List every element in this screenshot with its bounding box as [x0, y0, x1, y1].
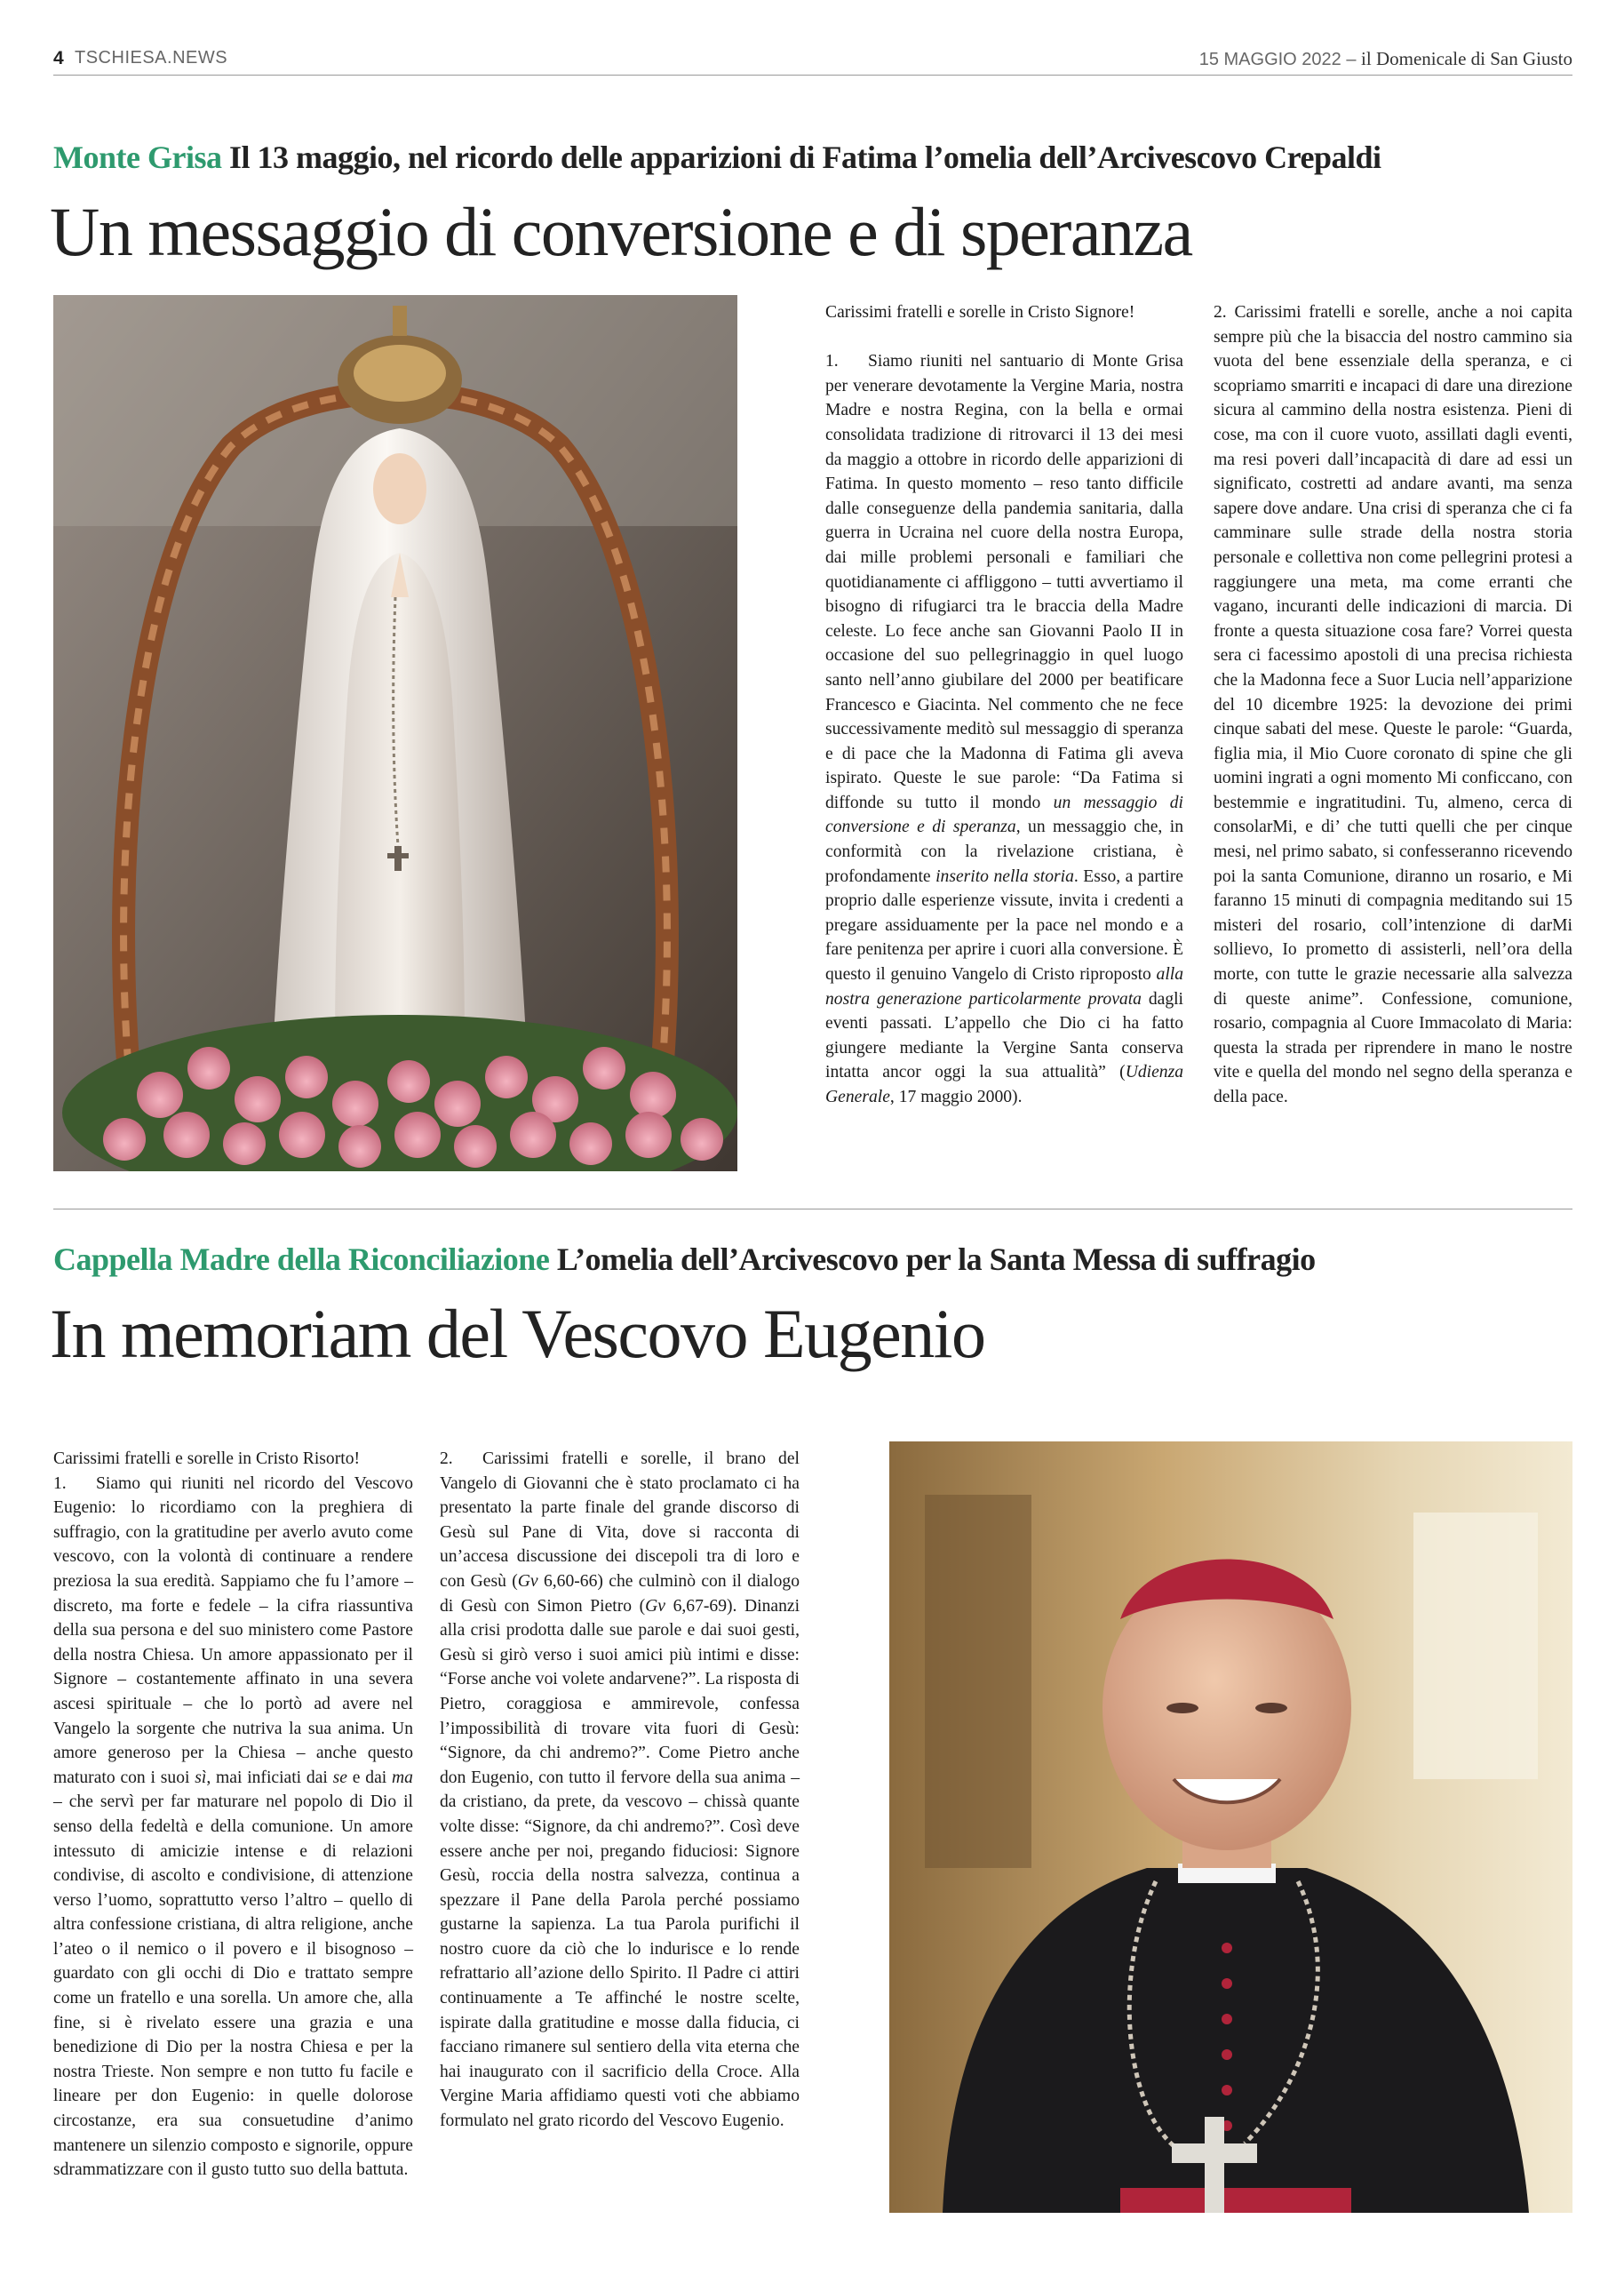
article2-paragraph-2	[440, 1447, 800, 2134]
issue-separator: –	[1341, 50, 1362, 69]
article2-p2-italic-2: Gv	[645, 1596, 666, 1616]
article2-p1-number: 1.	[53, 1473, 67, 1493]
page-header	[53, 48, 1572, 75]
issue-info	[1199, 48, 1572, 70]
header-rule	[53, 75, 1572, 76]
article1-p1-number: 1.	[825, 352, 839, 371]
article1-greeting: Carissimi fratelli e sorelle in Cristo Signore!	[825, 303, 1135, 322]
article1-p1-italic-2: inserito nella storia	[935, 866, 1074, 886]
article2-column-2	[440, 1447, 800, 2134]
article1-p1-text-b: , un messaggio che, in conformità con la rivelazione cristiana, è profondamente	[825, 818, 1183, 886]
article2-p2-text-c: 6,67-69). Dinanzi alla crisi prodotta dalle sue parole e dai suoi gesti, Gesù si girò verso i suoi amici più intimi e disse: “Forse anche voi volete andarvene?”. La risposta di Pietro, coraggiosa e ammirevole, confessa l’impossibilità di trovare vita fuori di Gesù: “Signore, da chi andremo?”. Come Pietro anche don Eugenio, con tutto il fervore della sua anima – da cristiano, da prete, da vescovo – chissà quante volte disse: “Signore, da chi andremo?”. Così deve essere anche per noi, pregando fiduciosi: Signore Gesù, roccia della nostra salvezza, continua a spezzare il Pane della Parola perché possiamo gustarne la sapienza. La tua Parola purifichi il nostro cuore da ciò che lo indurisce e lo rende refrattario all’azione dello Spirito. Il Padre ci attiri continuamente a Te affinché le nostre scelte, ispirate dalla gratitudine e mosse dalla fiducia, ci facciano rimanere sul sentiero della vita eterna che hai inaugurato con il sacrificio della Croce. Alla Vergine Maria affidiamo questi voti che abbiamo formulato nel grato ricordo del Vescovo Eugenio.	[440, 1596, 800, 2131]
article1-paragraph-2: 2. Carissimi fratelli e sorelle, anche a noi capita sempre più che la bisaccia del nostro cammino sia vuota del bene essenziale della speranza, e ci scopriamo smarriti e incapaci di dare una direzione sicura al cammino della nostra esistenza. Pieni di cose, ma con il cuore vuoto, assillati dagli eventi, ma resi poveri dall’incapacità di dare ad essi un significato, costretti ad andare avanti, ma senza sapere dove andare. Una crisi di speranza che ci fa camminare sulle strade della nostra storia personale e collettiva non come pellegrini protesi a raggiungere una meta, ma come erranti che vagano, incuranti delle indicazioni di marcia. Di fronte a questa situazione cosa fare? Vorrei questa sera ci facessimo apostoli di una precisa richiesta che la Madonna fece a Suor Lucia nell’apparizione del 10 dicembre 1925: la devozione dei primi cinque sabati del mese. Queste le parole: “Guarda, figlia mia, il Mio Cuore coronato di spine che gli uomini ingrati a ogni momento Mi conficcano, con bestemmie e ingratitudini. Tu, almeno, cerca di consolarMi, e di’ che tutti quelli che per cinque mesi, nel primo sabato, si confesseranno ricevendo poi la santa Comunione, diranno un rosario, e Mi faranno 15 minuti di compagnia meditando sui 15 misteri del rosario, coll’intenzione di darMi sollievo, Io prometto di assisterli, nell’ora della morte, con tutte le grazie necessarie alla salvezza di queste anime”. Confessione, comunione, rosario, compagnia al Cuore Immacolato di Maria: questa la strada per riprendere in mano le nostre vite e quella del mondo nel segno della speranza e della pace.	[1214, 303, 1572, 1106]
article2-p1-italic-3: ma	[392, 1768, 413, 1787]
article1-column-1	[825, 300, 1183, 1110]
article1-p1-text-d: dagli eventi passati. L’appello che Dio ci ha fatto giungere mediante la Vergine Santa conserva intatta ancor oggi la sua attualità” (	[825, 989, 1184, 1082]
article1-p1-italic-1: un messaggio di conversione e di speranza	[825, 793, 1184, 837]
article2-p2-italic-1: Gv	[517, 1571, 538, 1591]
article1-kicker	[53, 139, 1381, 176]
site-name[interactable]: TSCHIESA.NEWS	[75, 48, 228, 68]
article2-kicker	[53, 1241, 1316, 1278]
newspaper-name: il Domenicale di San Giusto	[1361, 48, 1572, 69]
article2-greeting: Carissimi fratelli e sorelle in Cristo Risorto!	[53, 1449, 361, 1468]
article1-p1-text-c: . Esso, a partire proprio dalle esperienze vissute, invita i credenti a pregare assiduamente per la pace nel mondo e a fare penitenza per aprire i cuori alla conversione. È questo il genuino Vangelo di Cristo riproposto	[825, 866, 1183, 985]
article2-p2-text-a: Carissimi fratelli e sorelle, il brano del Vangelo di Giovanni che è stato proclamato ci ha presentato la parte finale del grande discorso di Gesù sul Pane di Vita, dove si racconta di un’accesa discussione dei discepoli tra di loro e con Gesù (	[440, 1449, 800, 1591]
article2-p1-italic-2: se	[332, 1768, 347, 1787]
article1-kicker-text: Il 13 maggio, nel ricordo delle apparizioni di Fatima l’omelia dell’Arcivescovo Crepaldi	[228, 140, 1381, 175]
article2-p2-number: 2.	[440, 1449, 453, 1468]
article2-headline: In memoriam del Vescovo Eugenio	[50, 1295, 985, 1372]
article1-paragraph-1	[825, 349, 1183, 1109]
article1-column-2	[1214, 300, 1572, 1110]
madonna-statue-image	[53, 295, 737, 1171]
bishop-eugenio-photo	[889, 1441, 1572, 2213]
article1-p1-text-a: Siamo riuniti nel santuario di Monte Grisa per venerare devotamente la Vergine Maria, nostra Madre e nostra Regina, con la bella e ormai consolidata tradizione di ritrovarci il 13 dei mesi da maggio a ottobre in ricordo delle apparizioni di Fatima. In questo momento – reso tanto difficile dalle conseguenze della pandemia sanitaria, dalla guerra in Ucraina nel cuore della nostra Europa, dai mille problemi personali e familiari che quotidianamente ci affliggono – tutti avvertiamo il bisogno di rifugiarci tra le braccia della Madre celeste. Lo fece anche san Giovanni Paolo II in occasione del suo pellegrinaggio in quel luogo santo nell’anno giubilare del 2000 per beatificare Francesco e Giacinta. Nel commento che ne fece successivamente meditò sul messaggio di speranza e di pace che la Madonna di Fatima gli aveva ispirato. Queste le sue parole: “Da Fatima si diffonde su tutto il mondo	[825, 352, 1183, 812]
article1-headline: Un messaggio di conversione e di speranza	[50, 193, 1192, 270]
article1-p1-italic-4: Udienza Generale	[825, 1063, 1183, 1106]
article2-p1-text-a: Siamo qui riuniti nel ricordo del Vescovo Eugenio: lo ricordiamo con la preghiera di suffragio, con la gratitudine per averlo avuto come vescovo, con la volontà di continuare a rendere preziosa la sua eredità. Sappiamo che fu l’amore – discreto, ma forte e fedele – la cifra riassuntiva della sua persona e del suo ministero come Pastore della nostra Chiesa. Un amore appassionato per il Signore – costantemente affinato in una severa ascesi spirituale – che lo portò ad avere nel Vangelo la sorgente che nutriva la sua anima. Un amore generoso per la Chiesa – anche questo maturato con i suoi	[53, 1473, 413, 1787]
article1-p1-text-e: , 17 maggio 2000).	[889, 1088, 1023, 1106]
article2-p1-text-c: e dai	[347, 1768, 393, 1787]
article2-kicker-text: L’omelia dell’Arcivescovo per la Santa Messa di suffragio	[556, 1241, 1316, 1277]
article2-section: Cappella Madre della Riconciliazione	[53, 1241, 550, 1277]
article2-p1-text-b: , mai inficiati dai	[206, 1768, 333, 1787]
article2-paragraph-1	[53, 1472, 413, 2183]
bishop-portrait-image	[889, 1441, 1572, 2213]
article2-column-1	[53, 1447, 413, 2183]
article2-p1-italic-1: sì	[195, 1768, 207, 1787]
page-number: 4	[53, 48, 64, 68]
issue-date: 15 MAGGIO 2022	[1198, 50, 1341, 69]
article1-p1-italic-3: alla nostra generazione particolarmente provata	[825, 965, 1183, 1009]
article2-p1-text-d: – che servì per far maturare nel popolo di Dio il senso della fedeltà e della comunione. Un amore intessuto di amicizie intense e di relazioni condivise, di ascolto e condivisione, di attenzione verso l’uomo, soprattutto verso l’altro – quello di altra confessione cristiana, di altra religione, anche l’ateo o il nemico o il povero e il bisognoso – guardato con gli occhi di Dio e trattato sempre come un fratello e una sorella. Un amore che, alla fine, si è rivelato essere una grazia e una benedizione di Dio per la nostra Chiesa e per la nostra Trieste. Non sempre e non tutto fu facile e lineare per don Eugenio: in quelle dolorose circostanze, era sua consuetudine d’animo mantenere un silenzio composto e signorile, oppure sdrammatizzare con il gusto tutto suo della battuta.	[53, 1792, 413, 2180]
article2-p2-text-b: 6,60-66) che culminò con il dialogo di Gesù con Simon Pietro (	[440, 1571, 800, 1616]
madonna-statue-photo	[53, 295, 737, 1171]
article1-section: Monte Grisa	[53, 140, 222, 175]
